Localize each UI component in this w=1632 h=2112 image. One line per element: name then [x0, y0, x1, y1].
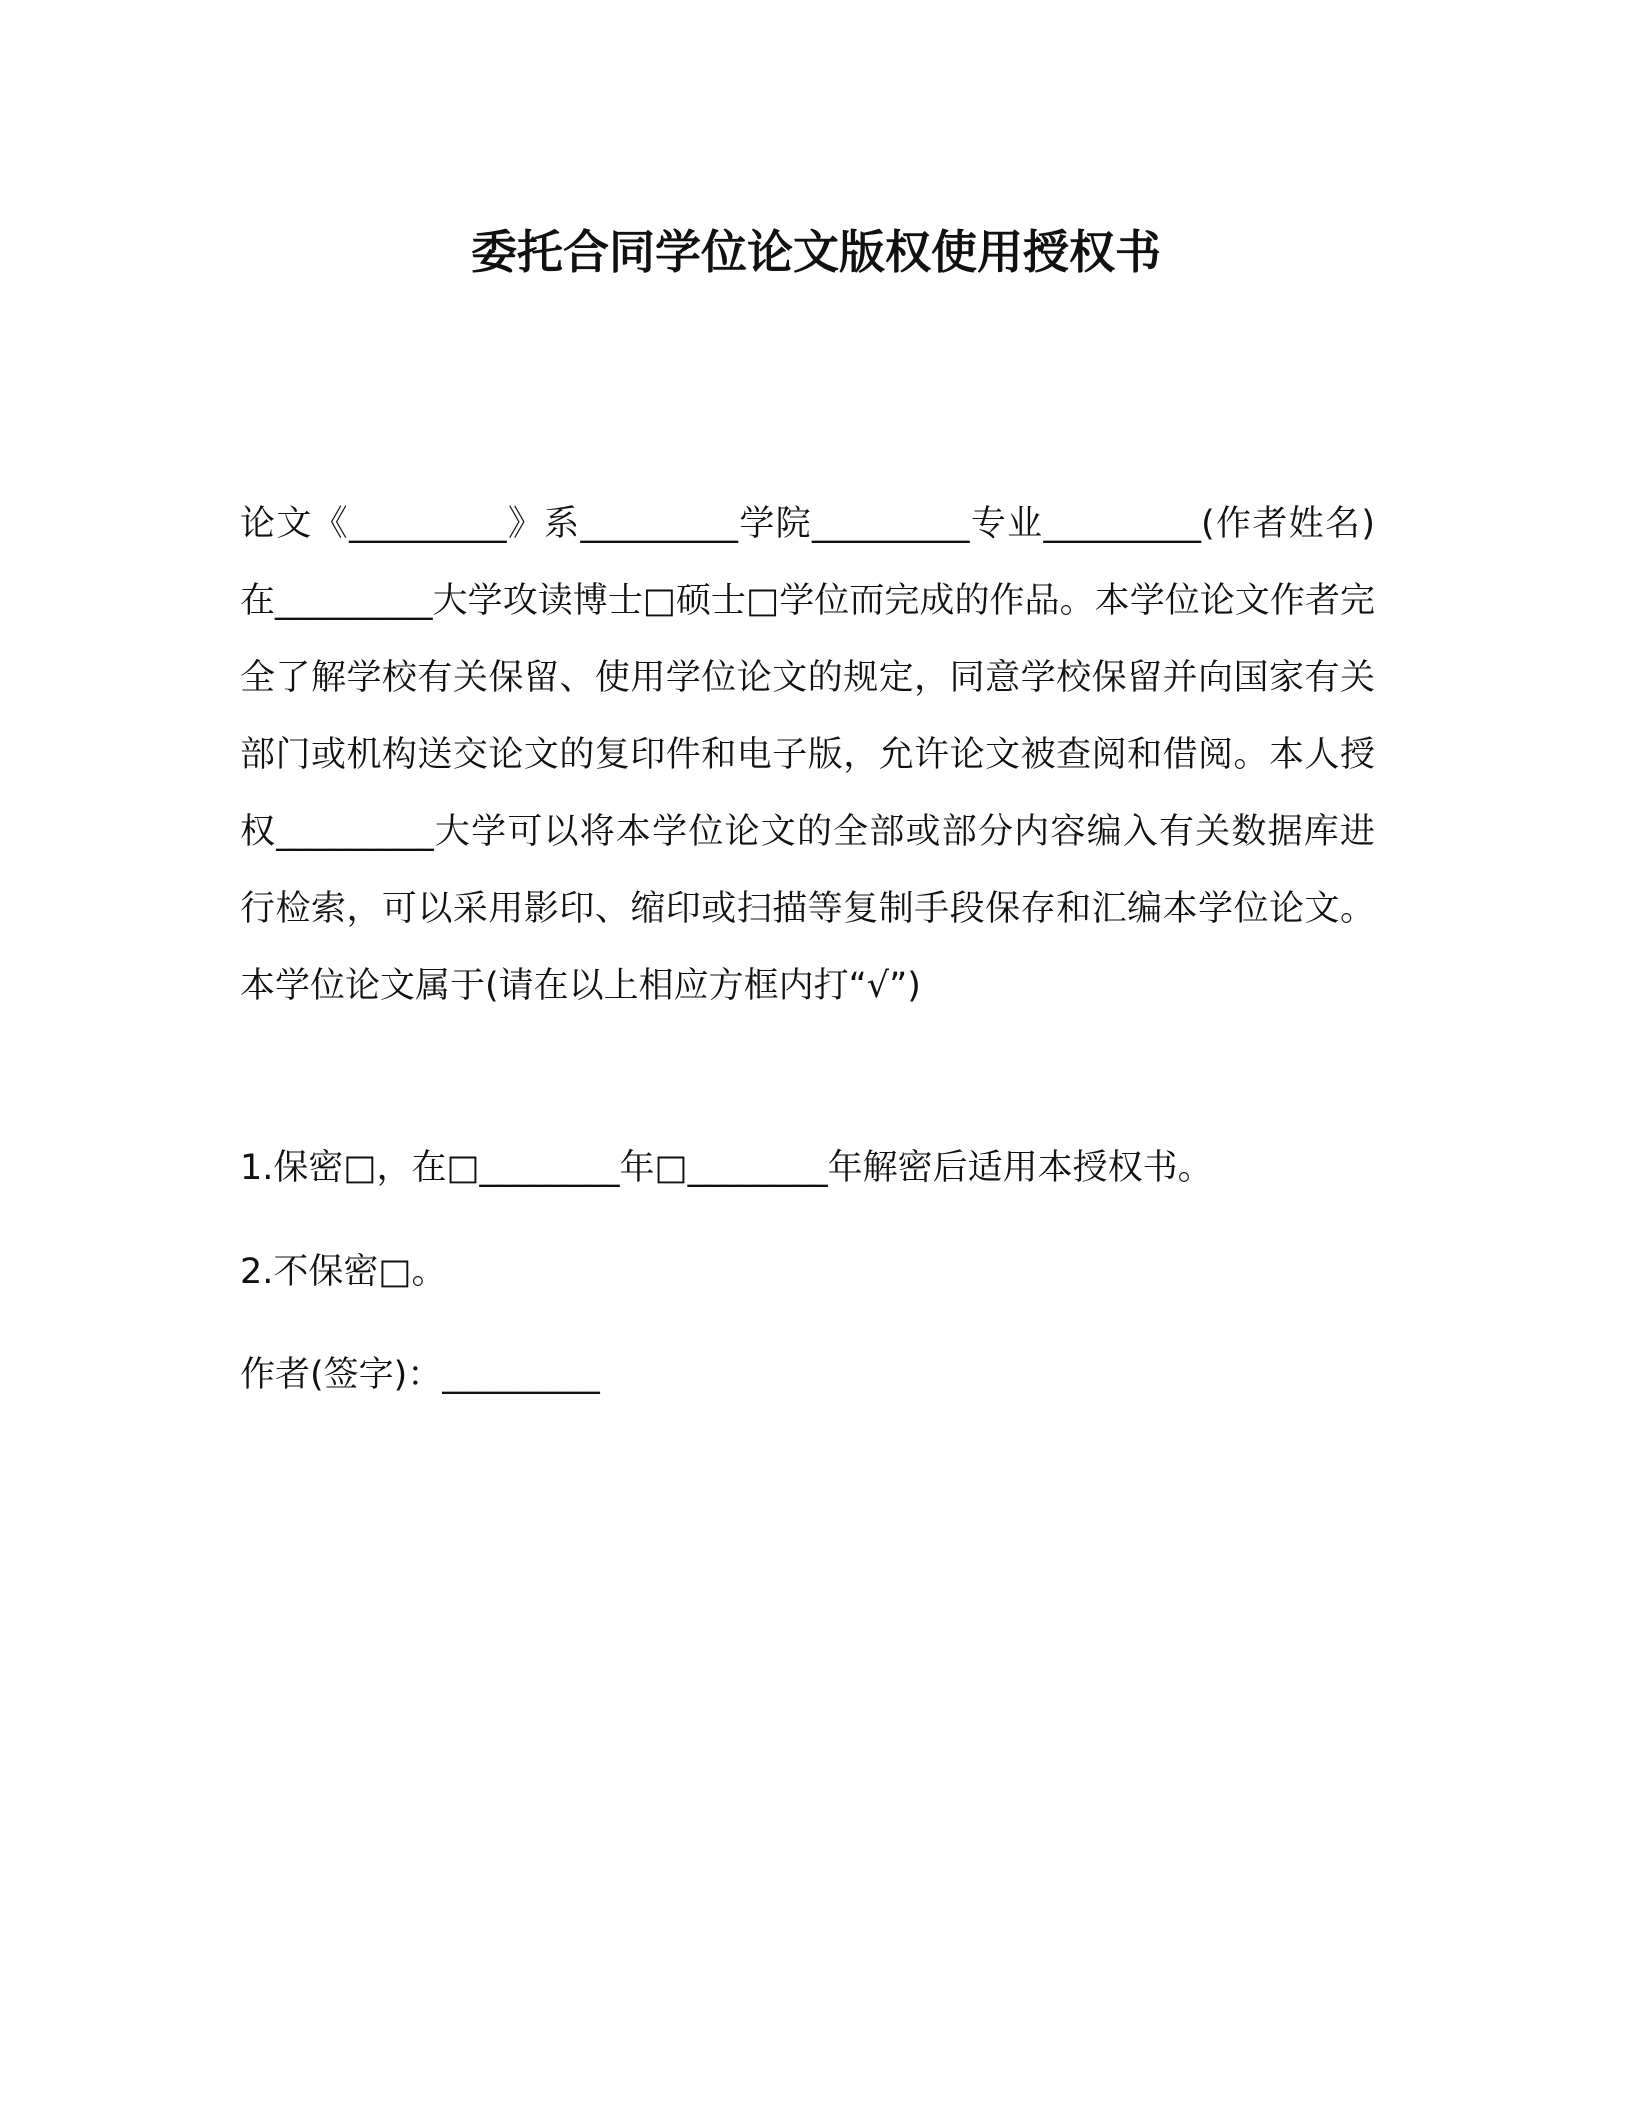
confidential-option: 1.保密□，在□________年□________年解密后适用本授权书。: [240, 1148, 1213, 1188]
non-confidential-option: 2.不保密□。: [240, 1252, 447, 1292]
author-signature-line: 作者(签字)：_________: [240, 1355, 600, 1395]
authorization-paragraph: 论文《_________》系_________学院_________专业_________(作者姓名)在_________大学攻读博士□硕士□学位而完成的作品。本学位论文作者完全了解学校有关保留、使用学位论文的规定，同意学校保留并向国家有关部门或机构送交论文的复印件和电子版，允许论文被查阅和借阅。本人授权_________大学可以将本学位论文的全部或部分内容编入有关数据库进行检索，可以采用影印、缩印或扫描等复制手段保存和汇编本学位论文。本学位论文属于(请在以上相应方框内打“√”): [240, 504, 1375, 1006]
document-title: 委托合同学位论文版权使用授权书: [471, 225, 1161, 279]
